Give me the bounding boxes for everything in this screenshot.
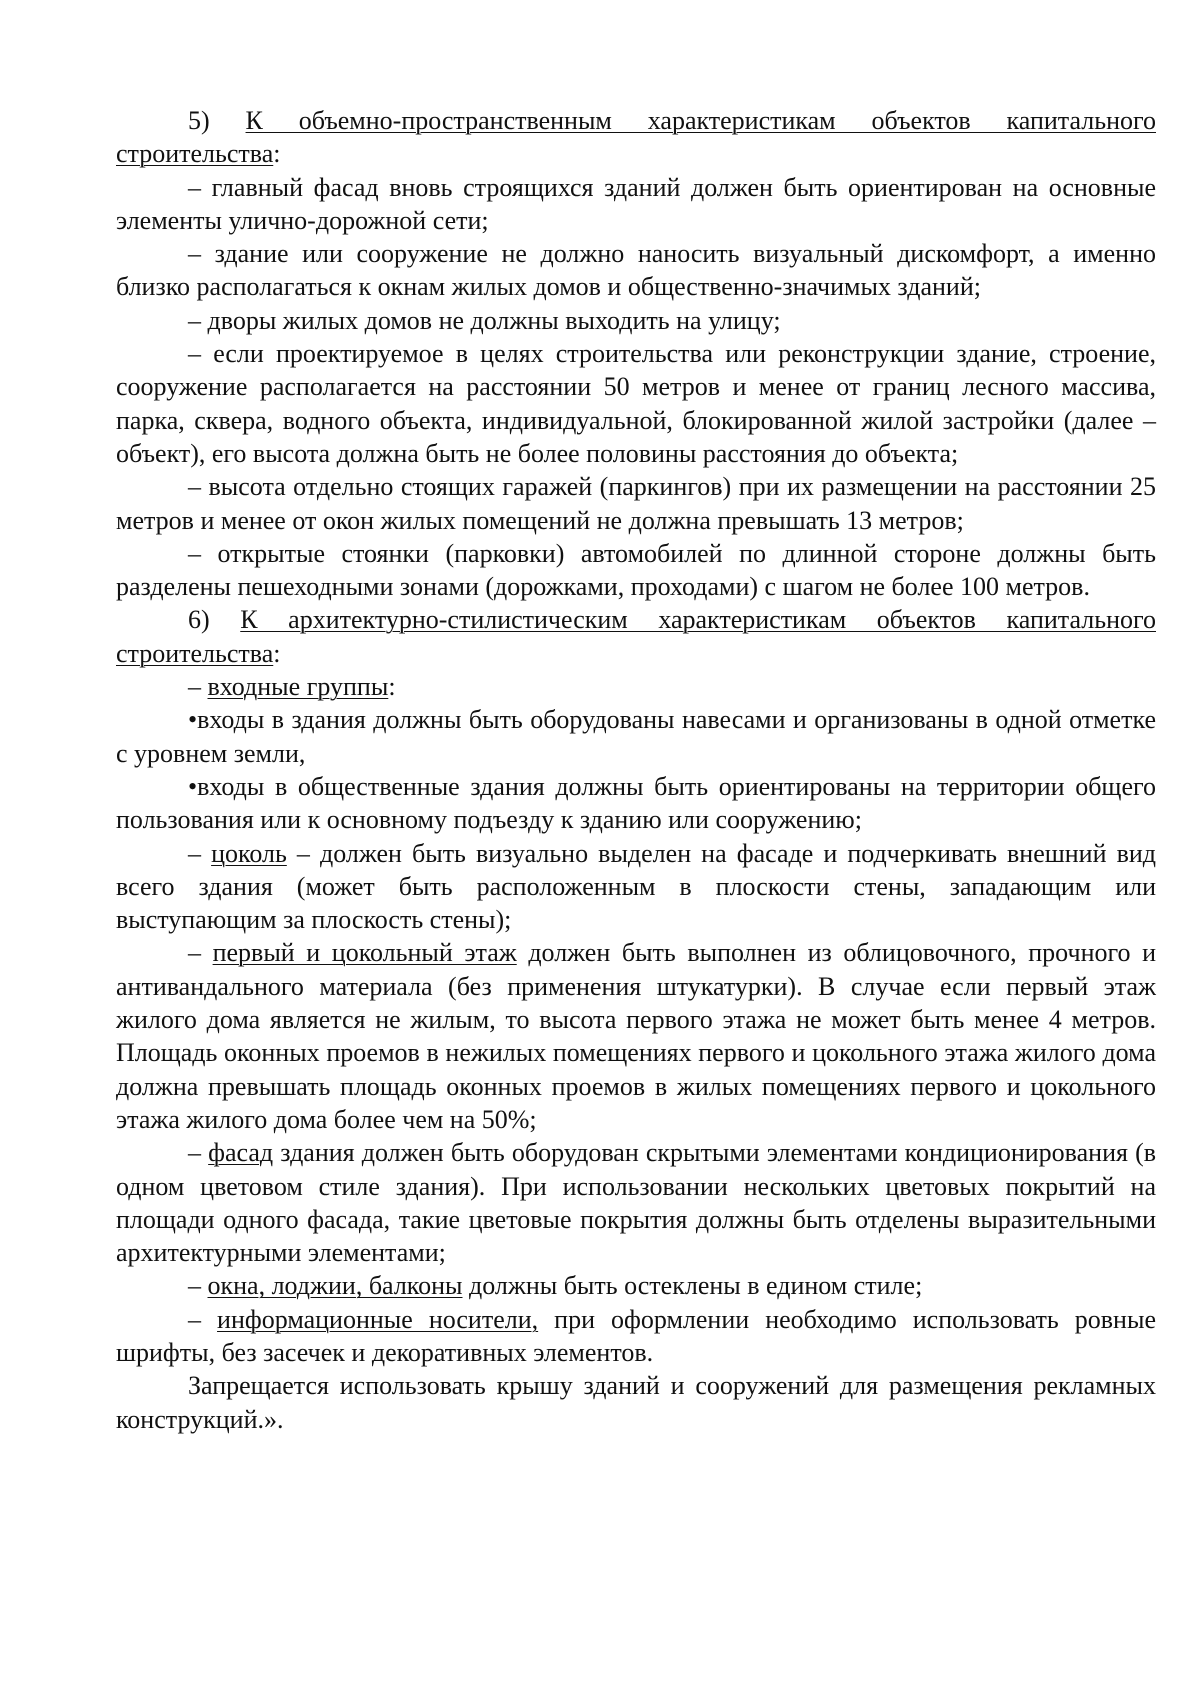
paragraph-text: Запрещается использовать крышу зданий и сооружений для размещения рекламных конструкций.». [116,1371,1156,1434]
paragraph-text: – [188,938,213,968]
paragraph-text: •входы в здания должны быть оборудованы навесами и организованы в одной отметке с уровнем земли, [116,705,1156,768]
underlined-text: К объемно-пространственным характеристикам объектов капитального строительства [116,106,1156,169]
paragraph-p9 [116,670,1156,703]
paragraph-p12 [116,837,1156,937]
paragraph-text: – [188,672,208,702]
paragraph-text: – [188,838,212,868]
paragraph-text: 5) [188,106,246,135]
paragraph-text: должны быть остеклены в едином стиле; [462,1271,923,1301]
paragraph-text: – [188,1138,209,1168]
paragraph-p7 [116,537,1156,604]
paragraph-p6 [116,470,1156,537]
underlined-text: цоколь [211,838,287,868]
paragraph-text: при оформлении необходимо использовать ровные шрифты, без засечек и декоративных элементов. [116,1304,1156,1367]
underlined-text: входные группы [207,672,389,702]
paragraph-text: 6) [188,605,241,635]
paragraph-text: – открытые стоянки (парковки) автомобилей по длинной стороне должны быть разделены пешеходными зонами (дорожками, проходами) с шагом не более 100 метров. [116,538,1156,602]
paragraph-p14 [116,1136,1156,1269]
paragraph-p2 [116,171,1156,238]
paragraph-text: – главный фасад вновь строящихся зданий должен быть ориентирован на основные элементы улично-дорожной сети; [116,172,1156,235]
paragraph-text: : [273,139,281,169]
paragraph-text: •входы в общественные здания должны быть ориентированы на территории общего пользования или к основному подъезду к зданию или сооружению; [116,771,1156,835]
document-page [116,104,1156,1436]
paragraph-p11 [116,770,1156,837]
paragraph-text: : [388,672,396,702]
paragraph-text: – дворы жилых домов не должны выходить на улицу; [188,305,781,335]
paragraph-text: – [188,1304,218,1334]
underlined-text: первый и цокольный этаж [212,938,517,968]
paragraph-p8 [116,603,1156,670]
paragraph-p5 [116,337,1156,470]
paragraph-p1 [116,104,1156,171]
paragraph-text: – [188,1271,208,1301]
paragraph-p3 [116,237,1156,304]
paragraph-p17 [116,1369,1156,1436]
paragraph-text: – высота отдельно стоящих гаражей (паркингов) при их размещении на расстоянии 25 метров и менее от окон жилых помещений не должна превышать 13 метров; [116,472,1156,535]
paragraph-text: : [273,638,281,668]
paragraph-p16 [116,1303,1156,1370]
underlined-text: окна, лоджии, балконы [207,1271,463,1301]
paragraph-text: должен быть выполнен из облицовочного, прочного и антивандального материала (без применения штукатурки). В случае если первый этаж жилого дома является не жилым, то высота первого этажа не может быть менее 4 метров. Площадь оконных проемов в нежилых помещениях первого и цокольного этажа жилого дома должна превышать площадь оконных проемов в жилых помещениях первого и цокольного этажа жилого дома более чем на 50%; [116,938,1156,1134]
paragraph-p10 [116,703,1156,770]
underlined-text: фасад [208,1138,274,1168]
underlined-text: К архитектурно-стилистическим характеристикам объектов капитального строительства [116,605,1156,668]
paragraph-text: – если проектируемое в целях строительства или реконструкции здание, строение, сооружение располагается на расстоянии 50 метров и менее от границ лесного массива, парка, сквера, водного объекта, индивидуальной, блокированной жилой застройки (далее – объект), его высота должна быть не более половины расстояния до объекта; [116,339,1156,468]
paragraph-text: – должен быть визуально выделен на фасаде и подчеркивать внешний вид всего здания (может быть расположенным в плоскости стены, западающим или выступающим за плоскость стены); [116,838,1157,935]
paragraph-text: – здание или сооружение не должно наносить визуальный дискомфорт, а именно близко располагаться к окнам жилых домов и общественно-значимых зданий; [116,239,1156,302]
paragraph-p4 [116,304,1156,337]
paragraph-p13 [116,936,1156,1136]
underlined-text: информационные носители, [217,1304,539,1334]
paragraph-text: здания должен быть оборудован скрытыми элементами кондиционирования (в одном цветовом стиле здания). При использовании нескольких цветовых покрытий на площади одного фасада, такие цветовые покрытия должны быть отделены выразительными архитектурными элементами; [116,1138,1157,1268]
paragraph-p15 [116,1269,1156,1302]
